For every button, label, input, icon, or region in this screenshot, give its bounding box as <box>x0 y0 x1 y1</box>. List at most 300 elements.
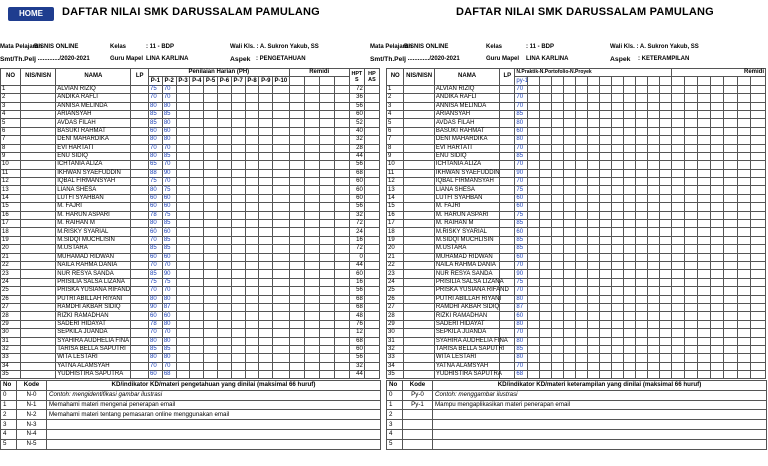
row-p2[interactable]: 90 <box>162 169 176 177</box>
row-py1[interactable]: 75 <box>515 211 528 219</box>
row-p2[interactable]: 80 <box>162 119 176 127</box>
row-nis[interactable] <box>404 245 434 253</box>
row-empty-cell[interactable] <box>218 127 232 135</box>
row-empty-cell[interactable] <box>711 228 724 236</box>
row-empty-cell[interactable] <box>698 136 711 144</box>
row-empty-cell[interactable] <box>660 169 672 177</box>
row-empty-cell[interactable] <box>636 312 648 320</box>
row-nama[interactable]: SEPKILA JUANDA <box>56 329 131 337</box>
row-empty-cell[interactable] <box>334 152 349 160</box>
row-empty-cell[interactable] <box>624 320 636 328</box>
row-empty-cell[interactable] <box>685 220 698 228</box>
row-empty-cell[interactable] <box>176 287 190 295</box>
row-nama[interactable]: BASUKI RAHMAT <box>56 127 131 135</box>
row-nis[interactable] <box>404 94 434 102</box>
row-empty-cell[interactable] <box>304 312 319 320</box>
row-empty-cell[interactable] <box>564 245 576 253</box>
row-empty-cell[interactable] <box>304 362 319 370</box>
row-empty-cell[interactable] <box>273 278 289 286</box>
row-empty-cell[interactable] <box>528 245 540 253</box>
row-empty-cell[interactable] <box>648 303 660 311</box>
row-empty-cell[interactable] <box>289 312 304 320</box>
row-empty-cell[interactable] <box>685 211 698 219</box>
row-empty-cell[interactable] <box>259 102 273 110</box>
row-empty-cell[interactable] <box>304 119 319 127</box>
row-lp[interactable] <box>131 278 149 286</box>
row-empty-cell[interactable] <box>711 136 724 144</box>
row-empty-cell[interactable] <box>612 203 624 211</box>
row-empty-cell[interactable] <box>259 278 273 286</box>
row-empty-cell[interactable] <box>552 144 564 152</box>
row-empty-cell[interactable] <box>588 152 600 160</box>
row-empty-cell[interactable] <box>737 94 750 102</box>
row-p1[interactable]: 70 <box>149 144 163 152</box>
row-empty-cell[interactable] <box>698 127 711 135</box>
row-nama[interactable]: M.SIDQI MUCHLISIN <box>56 236 131 244</box>
row-empty-cell[interactable] <box>685 245 698 253</box>
row-empty-cell[interactable] <box>304 211 319 219</box>
row-empty-cell[interactable] <box>528 362 540 370</box>
row-empty-cell[interactable] <box>289 220 304 228</box>
row-p1[interactable]: 80 <box>149 220 163 228</box>
row-nis[interactable] <box>404 270 434 278</box>
row-empty-cell[interactable] <box>564 320 576 328</box>
row-empty-cell[interactable] <box>289 102 304 110</box>
row-empty-cell[interactable] <box>273 211 289 219</box>
row-empty-cell[interactable] <box>273 253 289 261</box>
row-empty-cell[interactable] <box>218 161 232 169</box>
row-empty-cell[interactable] <box>600 329 612 337</box>
row-empty-cell[interactable] <box>319 253 334 261</box>
row-empty-cell[interactable] <box>319 94 334 102</box>
row-empty-cell[interactable] <box>648 203 660 211</box>
row-empty-cell[interactable] <box>528 119 540 127</box>
row-empty-cell[interactable] <box>685 94 698 102</box>
row-empty-cell[interactable] <box>273 194 289 202</box>
row-empty-cell[interactable] <box>304 169 319 177</box>
row-empty-cell[interactable] <box>204 144 218 152</box>
row-empty-cell[interactable] <box>204 136 218 144</box>
row-empty-cell[interactable] <box>624 85 636 93</box>
row-empty-cell[interactable] <box>304 337 319 345</box>
row-empty-cell[interactable] <box>750 245 765 253</box>
row-empty-cell[interactable] <box>564 270 576 278</box>
row-empty-cell[interactable] <box>724 85 737 93</box>
row-empty-cell[interactable] <box>259 119 273 127</box>
row-empty-cell[interactable] <box>190 203 204 211</box>
row-nama[interactable]: RIZKI RAMADHAN <box>434 312 499 320</box>
row-nis[interactable] <box>404 110 434 118</box>
row-empty-cell[interactable] <box>724 345 737 353</box>
row-empty-cell[interactable] <box>588 220 600 228</box>
row-p1[interactable]: 60 <box>149 194 163 202</box>
row-hpas[interactable] <box>364 127 379 135</box>
row-empty-cell[interactable] <box>737 312 750 320</box>
row-empty-cell[interactable] <box>540 362 552 370</box>
row-empty-cell[interactable] <box>334 102 349 110</box>
row-nama[interactable]: YUDHISTIRA SAPUTRA <box>56 371 131 379</box>
row-empty-cell[interactable] <box>319 136 334 144</box>
row-empty-cell[interactable] <box>711 110 724 118</box>
row-empty-cell[interactable] <box>289 127 304 135</box>
row-empty-cell[interactable] <box>750 169 765 177</box>
row-empty-cell[interactable] <box>588 295 600 303</box>
row-lp[interactable] <box>131 102 149 110</box>
row-empty-cell[interactable] <box>588 203 600 211</box>
row-empty-cell[interactable] <box>540 337 552 345</box>
row-empty-cell[interactable] <box>231 320 245 328</box>
row-p2[interactable]: 85 <box>162 345 176 353</box>
row-hpas[interactable] <box>364 94 379 102</box>
row-lp[interactable] <box>131 94 149 102</box>
row-empty-cell[interactable] <box>624 110 636 118</box>
row-lp[interactable] <box>131 371 149 379</box>
row-empty-cell[interactable] <box>190 345 204 353</box>
row-empty-cell[interactable] <box>259 94 273 102</box>
row-empty-cell[interactable] <box>259 287 273 295</box>
row-empty-cell[interactable] <box>624 354 636 362</box>
row-empty-cell[interactable] <box>711 94 724 102</box>
row-empty-cell[interactable] <box>528 337 540 345</box>
row-empty-cell[interactable] <box>245 329 259 337</box>
row-empty-cell[interactable] <box>576 371 588 379</box>
row-empty-cell[interactable] <box>304 161 319 169</box>
row-empty-cell[interactable] <box>600 110 612 118</box>
row-empty-cell[interactable] <box>245 186 259 194</box>
row-empty-cell[interactable] <box>672 287 685 295</box>
row-p1[interactable]: 60 <box>149 253 163 261</box>
row-hpas[interactable] <box>364 236 379 244</box>
row-empty-cell[interactable] <box>737 253 750 261</box>
row-empty-cell[interactable] <box>588 253 600 261</box>
row-empty-cell[interactable] <box>685 303 698 311</box>
row-empty-cell[interactable] <box>672 211 685 219</box>
row-empty-cell[interactable] <box>672 136 685 144</box>
row-hpas[interactable] <box>364 186 379 194</box>
row-empty-cell[interactable] <box>648 228 660 236</box>
row-empty-cell[interactable] <box>612 295 624 303</box>
row-p1[interactable]: 75 <box>149 178 163 186</box>
row-empty-cell[interactable] <box>190 211 204 219</box>
row-lp[interactable] <box>131 270 149 278</box>
row-empty-cell[interactable] <box>273 161 289 169</box>
row-empty-cell[interactable] <box>245 261 259 269</box>
row-empty-cell[interactable] <box>624 169 636 177</box>
row-empty-cell[interactable] <box>289 161 304 169</box>
row-empty-cell[interactable] <box>304 102 319 110</box>
row-py1[interactable]: 70 <box>515 329 528 337</box>
row-p2[interactable]: 80 <box>162 102 176 110</box>
row-empty-cell[interactable] <box>711 295 724 303</box>
row-empty-cell[interactable] <box>231 110 245 118</box>
row-empty-cell[interactable] <box>750 94 765 102</box>
row-empty-cell[interactable] <box>528 102 540 110</box>
row-empty-cell[interactable] <box>600 203 612 211</box>
row-p2[interactable]: 85 <box>162 152 176 160</box>
row-lp[interactable] <box>131 287 149 295</box>
row-empty-cell[interactable] <box>698 329 711 337</box>
row-empty-cell[interactable] <box>231 144 245 152</box>
row-empty-cell[interactable] <box>204 110 218 118</box>
row-empty-cell[interactable] <box>245 278 259 286</box>
row-empty-cell[interactable] <box>711 337 724 345</box>
row-empty-cell[interactable] <box>540 228 552 236</box>
row-lp[interactable] <box>500 152 515 160</box>
row-nis[interactable] <box>21 236 56 244</box>
row-hpas[interactable] <box>364 211 379 219</box>
row-empty-cell[interactable] <box>624 94 636 102</box>
row-empty-cell[interactable] <box>588 161 600 169</box>
row-lp[interactable] <box>500 203 515 211</box>
row-empty-cell[interactable] <box>685 287 698 295</box>
row-empty-cell[interactable] <box>612 270 624 278</box>
row-empty-cell[interactable] <box>231 152 245 160</box>
row-empty-cell[interactable] <box>636 236 648 244</box>
row-empty-cell[interactable] <box>636 186 648 194</box>
row-empty-cell[interactable] <box>304 287 319 295</box>
row-empty-cell[interactable] <box>552 127 564 135</box>
row-empty-cell[interactable] <box>273 85 289 93</box>
row-empty-cell[interactable] <box>245 253 259 261</box>
row-lp[interactable] <box>500 270 515 278</box>
row-empty-cell[interactable] <box>612 236 624 244</box>
row-empty-cell[interactable] <box>672 303 685 311</box>
row-empty-cell[interactable] <box>576 295 588 303</box>
row-empty-cell[interactable] <box>685 136 698 144</box>
row-nama[interactable]: DENI MAHARDIKA <box>434 136 499 144</box>
row-empty-cell[interactable] <box>724 211 737 219</box>
row-nis[interactable] <box>404 278 434 286</box>
row-empty-cell[interactable] <box>685 169 698 177</box>
row-empty-cell[interactable] <box>685 85 698 93</box>
row-empty-cell[interactable] <box>319 161 334 169</box>
row-empty-cell[interactable] <box>750 354 765 362</box>
row-empty-cell[interactable] <box>552 186 564 194</box>
row-empty-cell[interactable] <box>624 161 636 169</box>
row-empty-cell[interactable] <box>176 295 190 303</box>
row-nis[interactable] <box>404 136 434 144</box>
row-empty-cell[interactable] <box>176 312 190 320</box>
row-empty-cell[interactable] <box>624 102 636 110</box>
row-hpas[interactable] <box>364 220 379 228</box>
row-empty-cell[interactable] <box>273 186 289 194</box>
row-empty-cell[interactable] <box>273 94 289 102</box>
row-nis[interactable] <box>21 320 56 328</box>
row-empty-cell[interactable] <box>289 203 304 211</box>
row-lp[interactable] <box>131 345 149 353</box>
row-empty-cell[interactable] <box>334 110 349 118</box>
row-empty-cell[interactable] <box>698 85 711 93</box>
row-empty-cell[interactable] <box>245 220 259 228</box>
row-empty-cell[interactable] <box>528 94 540 102</box>
row-lp[interactable] <box>500 253 515 261</box>
row-empty-cell[interactable] <box>660 261 672 269</box>
row-empty-cell[interactable] <box>564 110 576 118</box>
row-p1[interactable]: 90 <box>149 303 163 311</box>
row-empty-cell[interactable] <box>245 228 259 236</box>
row-empty-cell[interactable] <box>528 354 540 362</box>
row-lp[interactable] <box>131 245 149 253</box>
row-empty-cell[interactable] <box>218 136 232 144</box>
row-empty-cell[interactable] <box>564 303 576 311</box>
row-empty-cell[interactable] <box>218 94 232 102</box>
row-empty-cell[interactable] <box>612 329 624 337</box>
row-empty-cell[interactable] <box>588 270 600 278</box>
row-empty-cell[interactable] <box>540 295 552 303</box>
row-empty-cell[interactable] <box>612 371 624 379</box>
row-empty-cell[interactable] <box>176 178 190 186</box>
row-empty-cell[interactable] <box>218 253 232 261</box>
row-empty-cell[interactable] <box>334 186 349 194</box>
row-empty-cell[interactable] <box>724 337 737 345</box>
row-empty-cell[interactable] <box>190 320 204 328</box>
row-empty-cell[interactable] <box>750 303 765 311</box>
row-empty-cell[interactable] <box>737 228 750 236</box>
row-empty-cell[interactable] <box>685 161 698 169</box>
row-empty-cell[interactable] <box>304 127 319 135</box>
row-empty-cell[interactable] <box>711 178 724 186</box>
row-empty-cell[interactable] <box>660 337 672 345</box>
row-empty-cell[interactable] <box>231 362 245 370</box>
row-empty-cell[interactable] <box>724 110 737 118</box>
row-empty-cell[interactable] <box>600 220 612 228</box>
row-empty-cell[interactable] <box>190 136 204 144</box>
row-empty-cell[interactable] <box>711 211 724 219</box>
row-hpas[interactable] <box>364 119 379 127</box>
mapel-value[interactable]: BISNIS ONLINE <box>404 44 449 50</box>
row-empty-cell[interactable] <box>624 211 636 219</box>
row-empty-cell[interactable] <box>304 303 319 311</box>
row-lp[interactable] <box>131 110 149 118</box>
row-empty-cell[interactable] <box>218 85 232 93</box>
row-empty-cell[interactable] <box>259 303 273 311</box>
row-empty-cell[interactable] <box>273 236 289 244</box>
row-empty-cell[interactable] <box>319 303 334 311</box>
row-lp[interactable] <box>500 371 515 379</box>
row-empty-cell[interactable] <box>273 371 289 379</box>
row-empty-cell[interactable] <box>319 345 334 353</box>
row-empty-cell[interactable] <box>624 303 636 311</box>
row-empty-cell[interactable] <box>750 110 765 118</box>
row-nis[interactable] <box>21 245 56 253</box>
row-empty-cell[interactable] <box>698 110 711 118</box>
row-empty-cell[interactable] <box>648 253 660 261</box>
row-lp[interactable] <box>500 295 515 303</box>
row-empty-cell[interactable] <box>552 194 564 202</box>
row-empty-cell[interactable] <box>711 220 724 228</box>
row-empty-cell[interactable] <box>190 270 204 278</box>
row-empty-cell[interactable] <box>564 161 576 169</box>
row-nis[interactable] <box>21 127 56 135</box>
row-empty-cell[interactable] <box>176 329 190 337</box>
row-empty-cell[interactable] <box>576 303 588 311</box>
row-hpas[interactable] <box>364 287 379 295</box>
row-empty-cell[interactable] <box>204 169 218 177</box>
row-empty-cell[interactable] <box>600 194 612 202</box>
row-empty-cell[interactable] <box>319 194 334 202</box>
row-empty-cell[interactable] <box>289 152 304 160</box>
row-empty-cell[interactable] <box>334 161 349 169</box>
row-empty-cell[interactable] <box>334 85 349 93</box>
row-nis[interactable] <box>404 203 434 211</box>
row-empty-cell[interactable] <box>576 345 588 353</box>
row-empty-cell[interactable] <box>319 371 334 379</box>
row-nis[interactable] <box>404 152 434 160</box>
row-empty-cell[interactable] <box>334 253 349 261</box>
row-empty-cell[interactable] <box>564 371 576 379</box>
row-empty-cell[interactable] <box>600 169 612 177</box>
row-empty-cell[interactable] <box>231 228 245 236</box>
row-empty-cell[interactable] <box>218 354 232 362</box>
row-lp[interactable] <box>131 253 149 261</box>
row-lp[interactable] <box>131 261 149 269</box>
row-empty-cell[interactable] <box>660 144 672 152</box>
row-empty-cell[interactable] <box>711 287 724 295</box>
row-empty-cell[interactable] <box>612 261 624 269</box>
row-nama[interactable]: ALVIAN RIZIQ <box>434 85 499 93</box>
row-empty-cell[interactable] <box>231 253 245 261</box>
row-empty-cell[interactable] <box>737 211 750 219</box>
row-nama[interactable]: PRISILIA SALSA LIZANA <box>435 278 504 285</box>
row-empty-cell[interactable] <box>724 320 737 328</box>
row-empty-cell[interactable] <box>636 287 648 295</box>
row-empty-cell[interactable] <box>540 194 552 202</box>
row-empty-cell[interactable] <box>660 312 672 320</box>
row-empty-cell[interactable] <box>259 295 273 303</box>
row-empty-cell[interactable] <box>648 161 660 169</box>
row-empty-cell[interactable] <box>334 270 349 278</box>
row-empty-cell[interactable] <box>648 354 660 362</box>
row-empty-cell[interactable] <box>273 203 289 211</box>
row-empty-cell[interactable] <box>711 144 724 152</box>
row-empty-cell[interactable] <box>672 144 685 152</box>
row-empty-cell[interactable] <box>711 253 724 261</box>
row-empty-cell[interactable] <box>600 278 612 286</box>
row-lp[interactable] <box>500 236 515 244</box>
row-empty-cell[interactable] <box>588 102 600 110</box>
row-empty-cell[interactable] <box>660 119 672 127</box>
row-empty-cell[interactable] <box>711 329 724 337</box>
row-empty-cell[interactable] <box>600 94 612 102</box>
row-empty-cell[interactable] <box>724 178 737 186</box>
row-empty-cell[interactable] <box>648 362 660 370</box>
row-empty-cell[interactable] <box>685 278 698 286</box>
row-nama[interactable]: ICHTANIA ALIZA <box>434 161 499 169</box>
row-empty-cell[interactable] <box>319 144 334 152</box>
row-empty-cell[interactable] <box>245 110 259 118</box>
row-empty-cell[interactable] <box>176 245 190 253</box>
row-nama[interactable]: M.USTARA <box>434 245 499 253</box>
row-empty-cell[interactable] <box>334 127 349 135</box>
row-empty-cell[interactable] <box>289 354 304 362</box>
row-nis[interactable] <box>21 345 56 353</box>
row-lp[interactable] <box>131 354 149 362</box>
row-empty-cell[interactable] <box>750 194 765 202</box>
row-empty-cell[interactable] <box>540 152 552 160</box>
row-empty-cell[interactable] <box>552 295 564 303</box>
row-empty-cell[interactable] <box>259 261 273 269</box>
row-empty-cell[interactable] <box>334 295 349 303</box>
row-empty-cell[interactable] <box>711 119 724 127</box>
row-nama[interactable]: AVDAS FILAH <box>56 119 131 127</box>
row-empty-cell[interactable] <box>289 337 304 345</box>
row-p2[interactable]: 60 <box>162 203 176 211</box>
row-empty-cell[interactable] <box>190 303 204 311</box>
row-empty-cell[interactable] <box>648 194 660 202</box>
row-nis[interactable] <box>404 261 434 269</box>
row-empty-cell[interactable] <box>624 152 636 160</box>
row-empty-cell[interactable] <box>698 354 711 362</box>
